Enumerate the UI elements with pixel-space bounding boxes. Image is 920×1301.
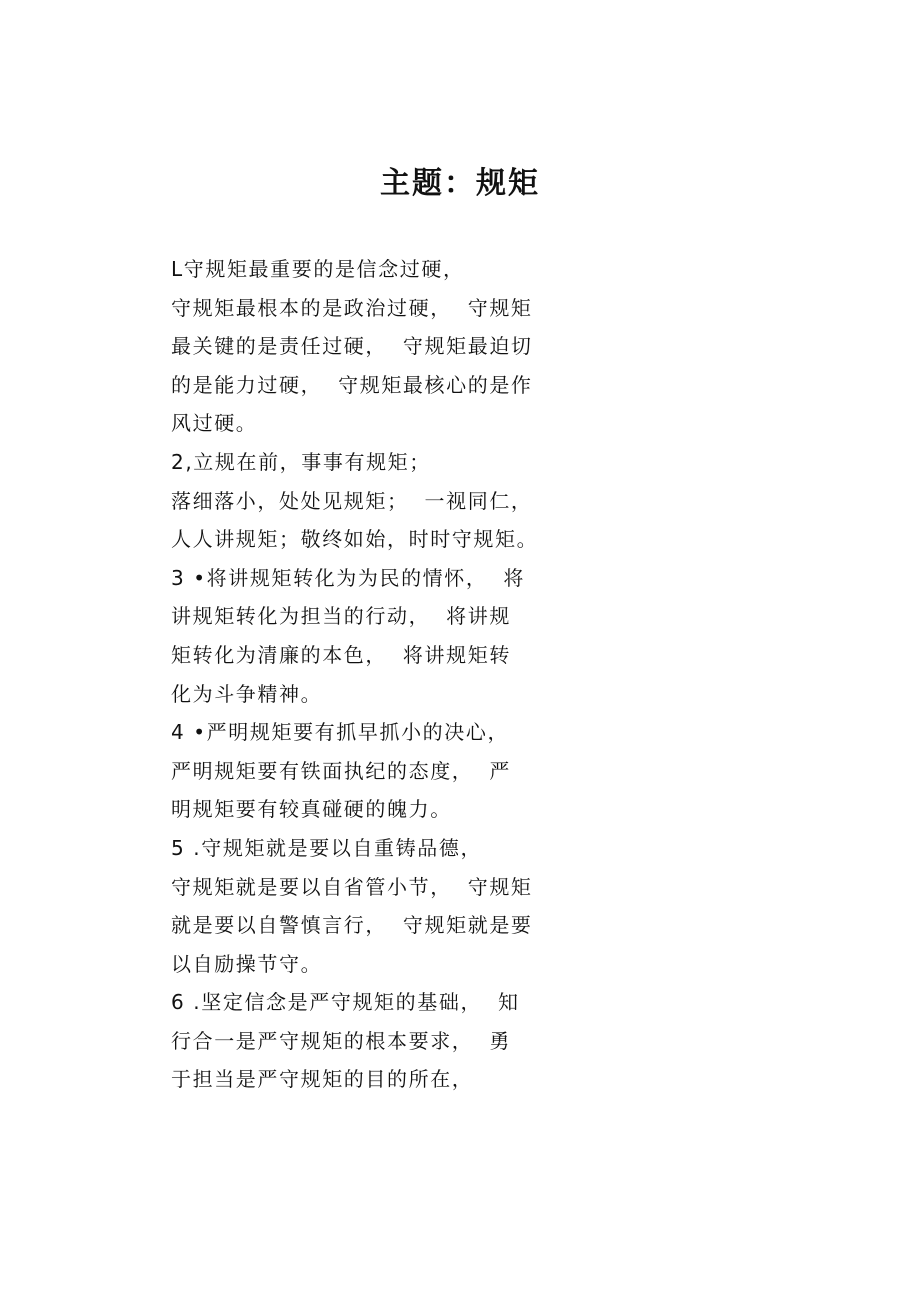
body-line: 守规矩最根本的是政治过硬， 守规矩 xyxy=(171,295,533,320)
body-line: 严明规矩要有铁面执纪的态度， 严 xyxy=(171,758,511,783)
body-line: L守规矩最重要的是信念过硬， xyxy=(171,257,465,281)
body-line: 以自励操节守。 xyxy=(171,951,323,976)
body-line: 2,立规在前，事事有规矩； xyxy=(171,449,431,474)
body-line: 6 .坚定信念是严守规矩的基础， 知 xyxy=(171,990,520,1015)
page-title: 主题：规矩 xyxy=(380,166,540,201)
body-line: 化为斗争精神。 xyxy=(171,681,323,706)
body-line: 讲规矩转化为担当的行动， 将讲规 xyxy=(171,604,511,629)
body-line: 3 •将讲规矩转化为为民的情怀， 将 xyxy=(171,565,525,590)
body-line: 5 .守规矩就是要以自重铸品德， xyxy=(171,835,483,860)
body-line: 落细落小，处处见规矩； 一视同仁， xyxy=(171,488,533,513)
body-line: 守规矩就是要以自省管小节， 守规矩 xyxy=(171,874,533,899)
body-line: 于担当是严守规矩的目的所在， xyxy=(171,1067,474,1092)
body-line: 4 •严明规矩要有抓早抓小的决心， xyxy=(171,720,510,745)
body-line: 人人讲规矩；敬终如始，时时守规矩。 xyxy=(171,527,539,552)
document-body xyxy=(171,250,591,1099)
body-line: 矩转化为清廉的本色， 将讲规矩转 xyxy=(171,642,511,667)
body-line: 行合一是严守规矩的根本要求， 勇 xyxy=(171,1028,511,1053)
body-line: 明规矩要有较真碰硬的魄力。 xyxy=(171,797,452,822)
body-line: 最关键的是责任过硬， 守规矩最迫切 xyxy=(171,334,533,359)
body-line: 的是能力过硬， 守规矩最核心的是作 xyxy=(171,372,533,397)
body-line: 就是要以自警慎言行， 守规矩就是要 xyxy=(171,913,533,938)
body-line: 风过硬。 xyxy=(171,411,258,436)
